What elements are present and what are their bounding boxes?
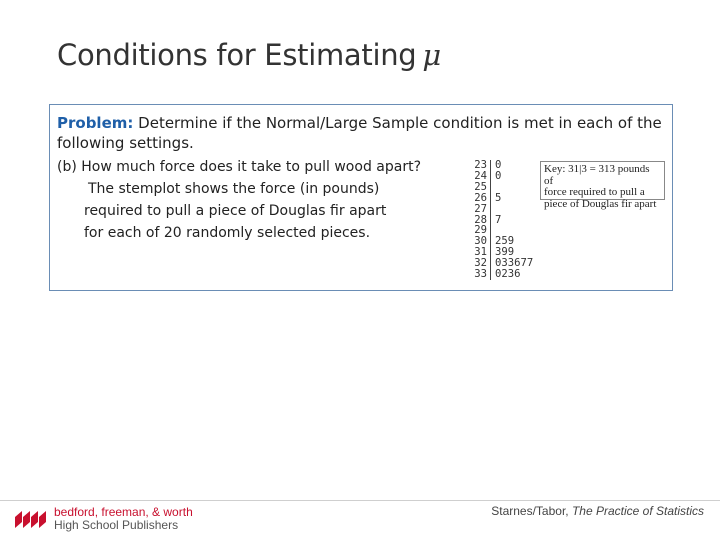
stem-value: 26 — [474, 191, 487, 204]
citation-title: The Practice of Statistics — [571, 504, 704, 518]
citation — [491, 504, 704, 518]
leaf-values — [491, 204, 495, 215]
stem-value: 30 — [474, 235, 487, 248]
stem-value: 29 — [474, 224, 487, 237]
macmillan-m-icon — [14, 509, 48, 529]
stemplot-row — [468, 193, 533, 204]
leaf-values: 399 — [495, 246, 515, 259]
footer-divider — [0, 500, 720, 501]
stemplot-key — [540, 161, 665, 210]
stem-value: 25 — [474, 180, 487, 193]
part-b-question: (b) How much force does it take to pull wood apart? — [57, 159, 421, 175]
leaf-values: 7 — [495, 213, 502, 226]
part-b-line3: for each of 20 randomly selected pieces. — [84, 225, 371, 241]
leaf-values: 0236 — [495, 268, 521, 281]
stem-value: 23 — [474, 159, 487, 171]
key-line1: Key: 31|3 = 313 pounds of — [544, 163, 650, 187]
leaf-values: 5 — [495, 191, 502, 204]
leaf-values: 0 — [495, 169, 502, 182]
slide-title — [57, 38, 441, 72]
stemplot-row — [468, 204, 533, 215]
leaf-values: 259 — [495, 235, 515, 248]
part-b-line2: required to pull a piece of Douglas fir apart — [84, 203, 387, 219]
slide-title-text: Conditions for Estimating — [57, 38, 417, 72]
stemplot-row — [468, 269, 533, 280]
key-line2: force required to pull a — [544, 186, 645, 198]
part-b-line1: The stemplot shows the force (in pounds) — [88, 181, 380, 197]
problem-box — [49, 104, 673, 291]
stem-value: 33 — [474, 268, 487, 281]
publisher-line2: High School Publishers — [54, 518, 179, 532]
citation-authors: Starnes/Tabor, — [491, 504, 572, 518]
stem-value: 27 — [474, 202, 487, 215]
problem-statement — [57, 113, 667, 153]
key-line3: piece of Douglas fir apart — [544, 197, 657, 210]
publisher-line1: bedford, freeman, & worth — [54, 505, 193, 519]
problem-text: Determine if the Normal/Large Sample condition is met in each of the following settings. — [57, 114, 662, 152]
leaf-values: 0 — [495, 159, 502, 171]
stem-value: 32 — [474, 257, 487, 270]
mu-symbol: μ — [422, 38, 441, 72]
problem-label: Problem: — [57, 114, 134, 132]
publisher-name — [54, 506, 193, 532]
stem-value: 28 — [474, 213, 487, 226]
stemplot — [468, 160, 533, 280]
stem-value: 24 — [474, 169, 487, 182]
publisher-logo — [14, 506, 193, 532]
leaf-values: 033677 — [495, 257, 534, 270]
stem-value: 31 — [474, 246, 487, 259]
